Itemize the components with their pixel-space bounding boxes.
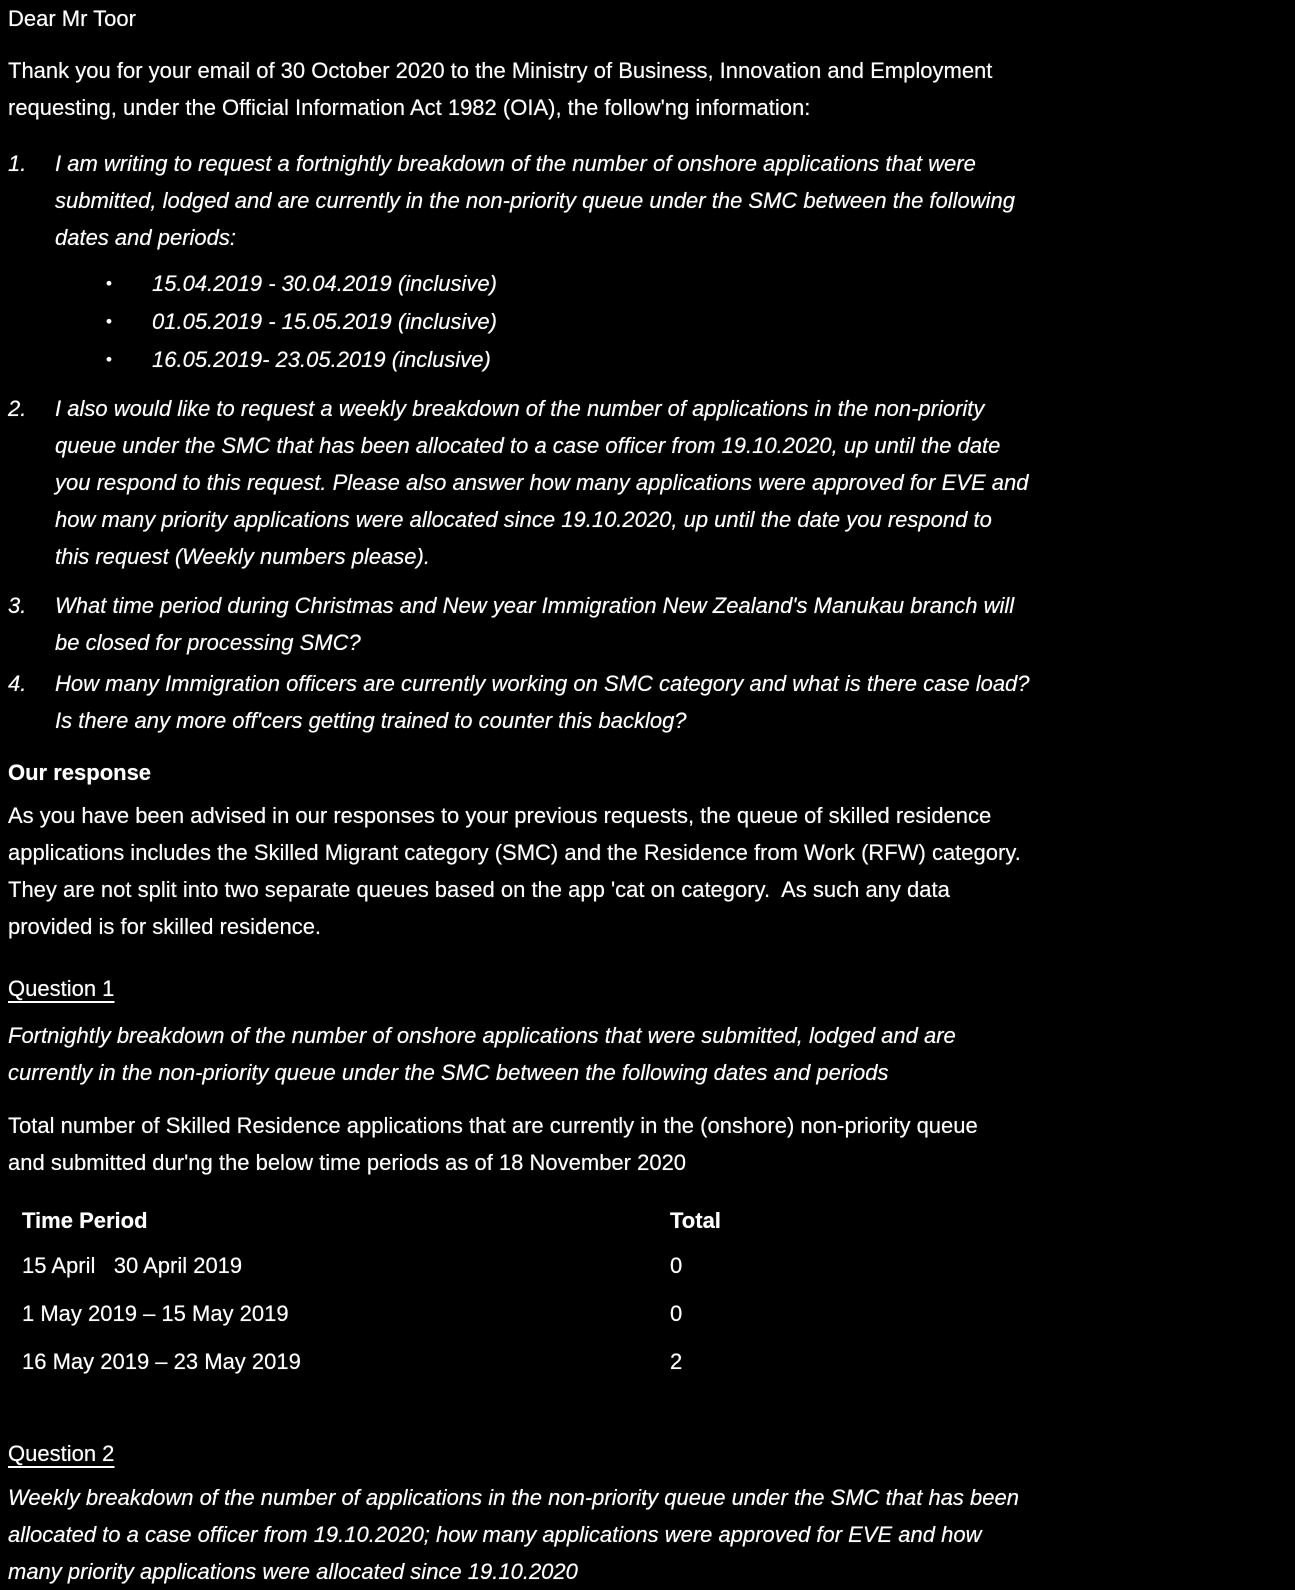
request-line: How many Immigration officers are currently working on SMC category and what is there case load? — [55, 671, 1030, 696]
bullet-icon: • — [106, 312, 112, 331]
bullet-icon: • — [106, 274, 112, 293]
intro-line: Thank you for your email of 30 October 2020 to the Ministry of Business, Innovation and Employment — [8, 58, 993, 83]
bullet-icon: • — [106, 350, 112, 369]
request-item-2 — [8, 390, 1295, 575]
request-line: you respond to this request. Please also answer how many applications were approved for EVE and — [55, 470, 1029, 495]
request-number: 1. — [8, 151, 27, 176]
request-line: I am writing to request a fortnightly breakdown of the number of onshore applications that were — [55, 151, 976, 176]
cell-time-period: 15 April 30 April 2019 — [22, 1253, 243, 1278]
request-line: how many priority applications were allocated since 19.10.2020, up until the date you respond to — [55, 507, 992, 532]
cell-total: 0 — [670, 1301, 683, 1326]
request-line: this request (Weekly numbers please). — [55, 544, 430, 569]
response-line: They are not split into two separate queues based on the app 'cat on category. As such any data — [8, 877, 950, 902]
intro-paragraph — [8, 52, 1295, 126]
column-header-time-period: Time Period — [22, 1208, 148, 1233]
table-row — [22, 1242, 1295, 1290]
column-header-total: Total — [670, 1208, 721, 1233]
table-body — [22, 1242, 1295, 1386]
question-1-description-line: Fortnightly breakdown of the number of onshore applications that were submitted, lodged and are — [8, 1023, 956, 1048]
bullet-text: 01.05.2019 - 15.05.2019 (inclusive) — [152, 309, 497, 334]
question-1-description — [8, 1017, 1295, 1091]
question-1-heading-text: Question 1 — [8, 976, 115, 1001]
request-text — [55, 587, 1014, 661]
request-line: queue under the SMC that has been allocated to a case officer from 19.10.2020, up until the date — [55, 433, 1001, 458]
bullet-text: 15.04.2019 - 30.04.2019 (inclusive) — [152, 271, 497, 296]
table-header-row — [22, 1202, 1295, 1239]
response-line: provided is for skilled residence. — [8, 914, 322, 939]
question-1-intro — [8, 1107, 1295, 1181]
bullet-text: 16.05.2019- 23.05.2019 (inclusive) — [152, 347, 491, 372]
request-item-4 — [8, 665, 1295, 739]
request-item-3 — [8, 587, 1295, 661]
request-line: I also would like to request a weekly breakdown of the number of applications in the non-priority — [55, 396, 985, 421]
cell-total: 2 — [670, 1349, 683, 1374]
question-1-intro-line: and submitted dur'ng the below time periods as of 18 November 2020 — [8, 1150, 687, 1175]
request-item-1 — [8, 145, 1295, 256]
request-text — [55, 145, 1015, 256]
bullet-item — [106, 303, 1295, 341]
response-line: As you have been advised in our responses to your previous requests, the queue of skilled residence — [8, 803, 992, 828]
our-response-heading: Our response — [8, 760, 152, 785]
request-number: 3. — [8, 593, 27, 618]
applications-table — [22, 1202, 1295, 1386]
request-text — [55, 665, 1030, 739]
question-2-description-line: Weekly breakdown of the number of applications in the non-priority queue under the SMC that has been — [8, 1485, 1019, 1510]
cell-time-period: 1 May 2019 – 15 May 2019 — [22, 1301, 289, 1326]
table-row — [22, 1290, 1295, 1338]
request-line: What time period during Christmas and New year Immigration New Zealand's Manukau branch will — [55, 593, 1015, 618]
bullet-item — [106, 341, 1295, 379]
salutation: Dear Mr Toor — [8, 6, 136, 31]
request-line: submitted, lodged and are currently in the non-priority queue under the SMC between the following — [55, 188, 1016, 213]
question-1-description-line: currently in the non-priority queue under the SMC between the following dates and periods — [8, 1060, 889, 1085]
request-line: Is there any more off'cers getting trained to counter this backlog? — [55, 708, 687, 733]
question-2-description-line: many priority applications were allocated since 19.10.2020 — [8, 1559, 578, 1584]
request-line: dates and periods: — [55, 225, 237, 250]
table-row — [22, 1338, 1295, 1386]
request-line: be closed for processing SMC? — [55, 630, 361, 655]
question-1-heading — [8, 970, 1295, 1007]
request-number: 4. — [8, 671, 27, 696]
question-2-heading-text: Question 2 — [8, 1441, 115, 1466]
cell-total: 0 — [670, 1253, 683, 1278]
question-2-heading — [8, 1435, 1295, 1472]
bullet-item — [106, 265, 1295, 303]
cell-time-period: 16 May 2019 – 23 May 2019 — [22, 1349, 301, 1374]
response-paragraph — [8, 797, 1295, 945]
question-2-description — [8, 1479, 1295, 1590]
date-range-bullet-list — [8, 265, 1295, 379]
request-text — [55, 390, 1028, 575]
response-line: applications includes the Skilled Migrant category (SMC) and the Residence from Work (RFW) category. — [8, 840, 1021, 865]
question-1-intro-line: Total number of Skilled Residence applications that are currently in the (onshore) non-priority queue — [8, 1113, 978, 1138]
request-number: 2. — [8, 396, 27, 421]
question-2-description-line: allocated to a case officer from 19.10.2020; how many applications were approved for EVE and how — [8, 1522, 982, 1547]
intro-line: requesting, under the Official Information Act 1982 (OIA), the follow'ng information: — [8, 95, 811, 120]
